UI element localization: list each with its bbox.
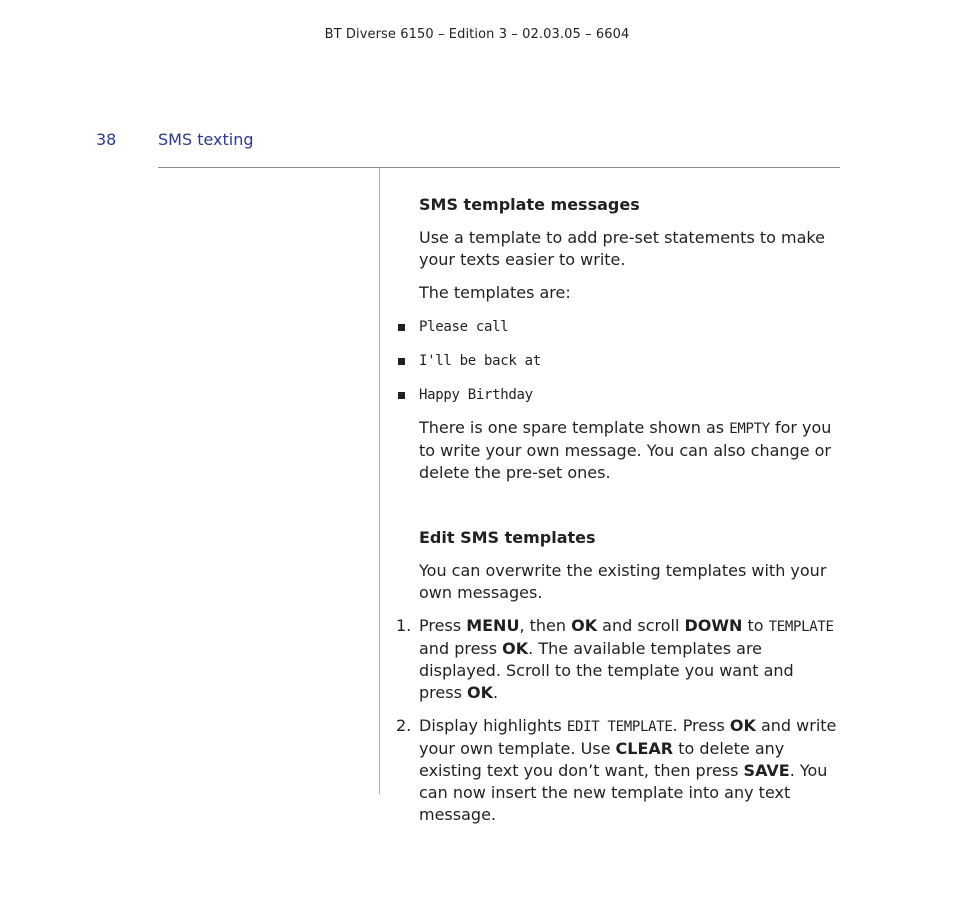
step-text: and scroll	[597, 616, 685, 635]
template-name: I'll be back at	[419, 353, 541, 369]
list-item	[396, 715, 839, 826]
column-divider	[379, 168, 380, 794]
step-number: 1.	[396, 616, 412, 635]
step-text: and write your own template. Use	[419, 716, 837, 758]
edit-templates-heading: Edit SMS templates	[419, 528, 596, 547]
steps-list	[396, 615, 839, 826]
step-text: to	[742, 616, 769, 635]
spare-template-paragraph	[419, 417, 839, 484]
section-title: SMS texting	[158, 130, 254, 149]
list-item	[419, 349, 839, 372]
key-name: OK	[729, 716, 756, 735]
display-text: EMPTY	[729, 421, 770, 437]
square-bullet-icon	[398, 358, 405, 365]
key-name: MENU	[466, 616, 520, 635]
display-text: TEMPLATE	[768, 619, 834, 635]
key-name: OK	[502, 639, 529, 658]
templates-list	[419, 315, 839, 406]
step-text: , then	[519, 616, 572, 635]
list-item	[419, 315, 839, 338]
step-number: 2.	[396, 716, 412, 735]
square-bullet-icon	[398, 392, 405, 399]
paragraph-text: There is one spare template shown as	[419, 418, 730, 437]
step-text: Display highlights	[419, 716, 567, 735]
step-text: and press	[419, 639, 503, 658]
edit-intro-paragraph: You can overwrite the existing templates with your own messages.	[419, 561, 827, 602]
square-bullet-icon	[398, 324, 405, 331]
template-messages-heading: SMS template messages	[419, 195, 640, 214]
template-name: Please call	[419, 319, 509, 335]
key-name: OK	[466, 683, 493, 702]
step-text: to delete any existing text you don’t want, then press	[419, 739, 785, 780]
display-text: EDIT TEMPLATE	[566, 719, 673, 735]
step-text: Press	[419, 616, 467, 635]
paragraph-text: for you to write your own message. You can also change or delete the pre-set ones.	[419, 418, 832, 482]
list-item	[396, 615, 839, 704]
step-text: . Press	[672, 716, 730, 735]
page-number: 38	[96, 130, 117, 149]
list-item	[419, 383, 839, 406]
template-name: Happy Birthday	[419, 387, 533, 403]
step-text: .	[492, 683, 499, 702]
step-text: . You can now insert the new template into any text message.	[419, 761, 828, 824]
template-intro-paragraph: Use a template to add pre-set statements to make your texts easier to write.	[419, 228, 825, 269]
key-name: DOWN	[684, 616, 743, 635]
key-name: SAVE	[743, 761, 790, 780]
document-header: BT Diverse 6150 – Edition 3 – 02.03.05 – 6604	[324, 27, 630, 42]
step-text: . The available templates are displayed. Scroll to the template you want and press	[419, 639, 794, 702]
section-spacer	[419, 495, 839, 527]
key-name: OK	[571, 616, 598, 635]
header-divider	[158, 167, 840, 168]
main-content	[396, 194, 839, 837]
key-name: CLEAR	[615, 739, 674, 758]
templates-label: The templates are:	[419, 283, 571, 302]
